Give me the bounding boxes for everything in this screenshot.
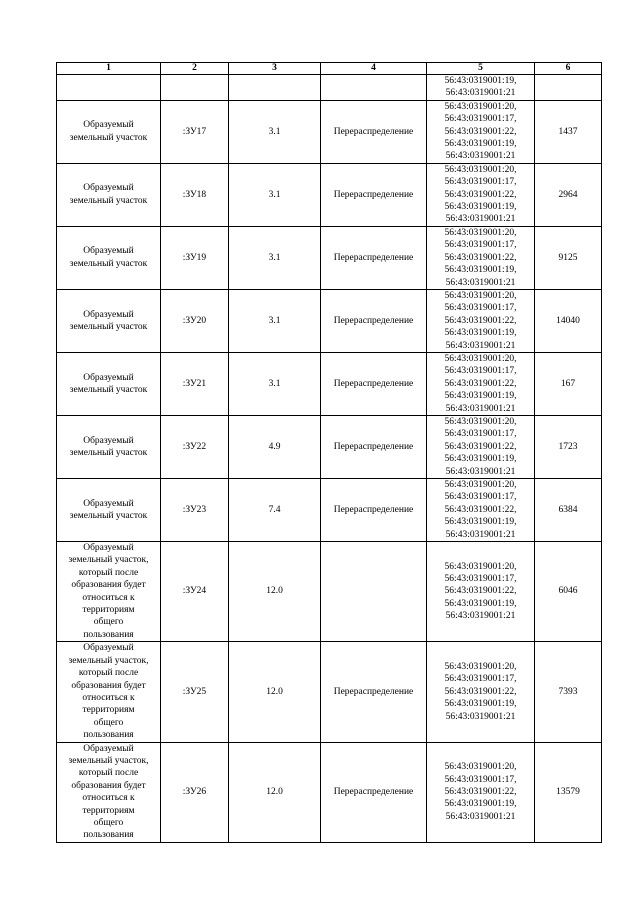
plot-area-cell: 14040 — [535, 289, 602, 352]
plot-area-cell: 1437 — [535, 100, 602, 163]
plot-number-cell: 3.1 — [229, 100, 321, 163]
plot-code-cell: :ЗУ17 — [161, 100, 229, 163]
formation-method-cell: Перераспределение — [321, 742, 427, 842]
plot-area-cell — [535, 75, 602, 101]
header-col-3: 3 — [229, 63, 321, 75]
header-col-4: 4 — [321, 63, 427, 75]
formation-method-cell: Перераспределение — [321, 352, 427, 415]
plot-number-cell: 4.9 — [229, 415, 321, 478]
table-row — [57, 352, 602, 415]
source-parcels-cell: 56:43:0319001:20, 56:43:0319001:17, 56:43:0319001:22, 56:43:0319001:19, 56:43:0319001:21 — [427, 100, 535, 163]
plot-name-cell: Образуемый земельный участок — [57, 415, 161, 478]
formation-method-cell — [321, 542, 427, 642]
source-parcels-cell: 56:43:0319001:20, 56:43:0319001:17, 56:43:0319001:22, 56:43:0319001:19, 56:43:0319001:21 — [427, 289, 535, 352]
plot-name-cell: Образуемый земельный участок — [57, 100, 161, 163]
header-col-6: 6 — [535, 63, 602, 75]
table-row — [57, 226, 602, 289]
plot-number-cell: 12.0 — [229, 642, 321, 742]
formation-method-cell: Перераспределение — [321, 163, 427, 226]
plot-number-cell: 3.1 — [229, 352, 321, 415]
source-parcels-cell: 56:43:0319001:20, 56:43:0319001:17, 56:43:0319001:22, 56:43:0319001:19, 56:43:0319001:21 — [427, 742, 535, 842]
plot-code-cell: :ЗУ24 — [161, 542, 229, 642]
plot-area-cell: 9125 — [535, 226, 602, 289]
table-row — [57, 289, 602, 352]
header-col-2: 2 — [161, 63, 229, 75]
plot-code-cell: :ЗУ26 — [161, 742, 229, 842]
plot-code-cell: :ЗУ18 — [161, 163, 229, 226]
plot-code-cell: :ЗУ25 — [161, 642, 229, 742]
plot-code-cell: :ЗУ23 — [161, 479, 229, 542]
formation-method-cell: Перераспределение — [321, 289, 427, 352]
plot-code-cell: :ЗУ21 — [161, 352, 229, 415]
source-parcels-cell: 56:43:0319001:20, 56:43:0319001:17, 56:43:0319001:22, 56:43:0319001:19, 56:43:0319001:21 — [427, 479, 535, 542]
formation-method-cell: Перераспределение — [321, 642, 427, 742]
formation-method-cell — [321, 75, 427, 101]
plot-number-cell: 12.0 — [229, 542, 321, 642]
formation-method-cell: Перераспределение — [321, 226, 427, 289]
plot-name-cell — [57, 75, 161, 101]
table-row — [57, 100, 602, 163]
table-row — [57, 163, 602, 226]
formation-method-cell: Перераспределение — [321, 479, 427, 542]
plot-number-cell: 12.0 — [229, 742, 321, 842]
plot-area-cell: 7393 — [535, 642, 602, 742]
plot-code-cell: :ЗУ22 — [161, 415, 229, 478]
source-parcels-cell: 56:43:0319001:20, 56:43:0319001:17, 56:43:0319001:22, 56:43:0319001:19, 56:43:0319001:21 — [427, 542, 535, 642]
formation-method-cell: Перераспределение — [321, 415, 427, 478]
source-parcels-cell: 56:43:0319001:19, 56:43:0319001:21 — [427, 75, 535, 101]
plot-name-cell: Образуемый земельный участок, который после образования будет относиться к территориям общего пользования — [57, 542, 161, 642]
plot-name-cell: Образуемый земельный участок — [57, 289, 161, 352]
table-row — [57, 415, 602, 478]
plot-name-cell: Образуемый земельный участок, который после образования будет относиться к территориям общего пользования — [57, 642, 161, 742]
header-col-5: 5 — [427, 63, 535, 75]
table-row — [57, 479, 602, 542]
header-col-1: 1 — [57, 63, 161, 75]
plot-number-cell — [229, 75, 321, 101]
plot-number-cell: 3.1 — [229, 289, 321, 352]
source-parcels-cell: 56:43:0319001:20, 56:43:0319001:17, 56:43:0319001:22, 56:43:0319001:19, 56:43:0319001:21 — [427, 352, 535, 415]
plot-area-cell: 13579 — [535, 742, 602, 842]
plot-number-cell: 3.1 — [229, 226, 321, 289]
plot-code-cell: :ЗУ19 — [161, 226, 229, 289]
plot-number-cell: 7.4 — [229, 479, 321, 542]
plot-name-cell: Образуемый земельный участок — [57, 352, 161, 415]
plot-area-cell: 6384 — [535, 479, 602, 542]
continuation-row — [57, 75, 602, 101]
plot-area-cell: 2964 — [535, 163, 602, 226]
plot-name-cell: Образуемый земельный участок — [57, 479, 161, 542]
plot-name-cell: Образуемый земельный участок, который после образования будет относиться к территориям общего пользования — [57, 742, 161, 842]
plot-number-cell: 3.1 — [229, 163, 321, 226]
table-row — [57, 542, 602, 642]
formation-method-cell: Перераспределение — [321, 100, 427, 163]
plot-name-cell: Образуемый земельный участок — [57, 226, 161, 289]
plot-area-cell: 1723 — [535, 415, 602, 478]
source-parcels-cell: 56:43:0319001:20, 56:43:0319001:17, 56:43:0319001:22, 56:43:0319001:19, 56:43:0319001:21 — [427, 226, 535, 289]
plot-name-cell: Образуемый земельный участок — [57, 163, 161, 226]
land-plots-table — [56, 62, 602, 843]
plot-code-cell: :ЗУ20 — [161, 289, 229, 352]
plot-area-cell: 167 — [535, 352, 602, 415]
table-row — [57, 742, 602, 842]
source-parcels-cell: 56:43:0319001:20, 56:43:0319001:17, 56:43:0319001:22, 56:43:0319001:19, 56:43:0319001:21 — [427, 642, 535, 742]
table-row — [57, 642, 602, 742]
plot-area-cell: 6046 — [535, 542, 602, 642]
source-parcels-cell: 56:43:0319001:20, 56:43:0319001:17, 56:43:0319001:22, 56:43:0319001:19, 56:43:0319001:21 — [427, 163, 535, 226]
header-row — [57, 63, 602, 75]
source-parcels-cell: 56:43:0319001:20, 56:43:0319001:17, 56:43:0319001:22, 56:43:0319001:19, 56:43:0319001:21 — [427, 415, 535, 478]
plot-code-cell — [161, 75, 229, 101]
